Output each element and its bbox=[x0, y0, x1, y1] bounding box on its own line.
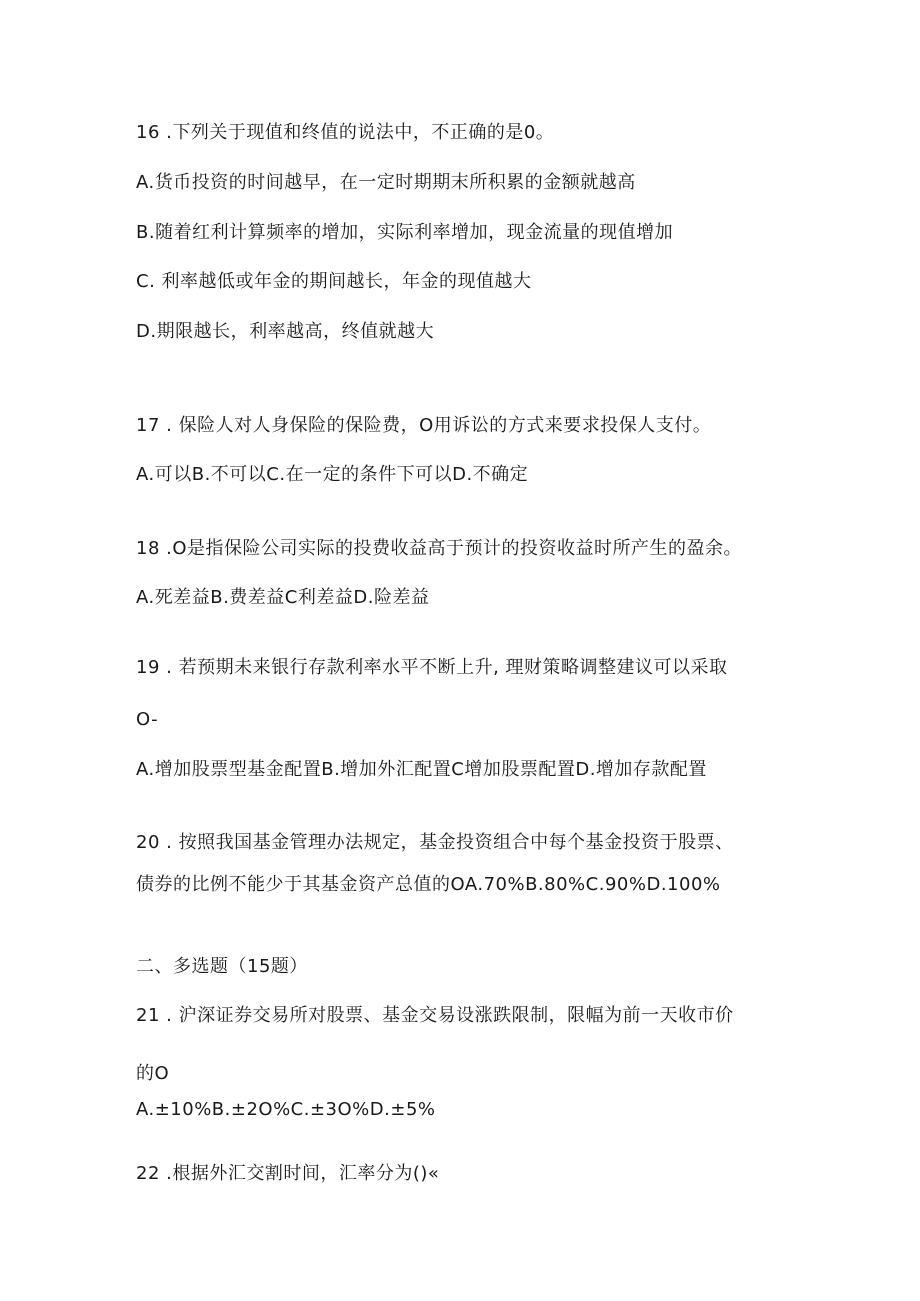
question-20-stem: 20 . 按照我国基金管理办法规定，基金投资组合中每个基金投资于股票、 bbox=[136, 832, 734, 853]
section-heading: 二、多选题（15题） bbox=[136, 956, 308, 977]
question-16-option-d: D.期限越长，利率越高，终值就越大 bbox=[136, 321, 435, 342]
question-19-stem: 19 . 若预期未来银行存款利率水平不断上升, 理财策略调整建议可以采取 bbox=[136, 657, 728, 678]
question-22-stem: 22 .根据外汇交割时间，汇率分为()« bbox=[136, 1163, 440, 1184]
question-21-options: A.±10%B.±2O%C.±3O%D.±5% bbox=[136, 1099, 436, 1120]
question-16-stem: 16 .下列关于现值和终值的说法中，不正确的是0。 bbox=[136, 122, 555, 143]
question-16-option-b: B.随着红利计算频率的增加，实际利率增加，现金流量的现值增加 bbox=[136, 222, 674, 243]
question-16-option-a: A.货币投资的时间越早，在一定时期期末所积累的金额就越高 bbox=[136, 172, 636, 193]
question-21-stem-continued: 的O bbox=[136, 1063, 170, 1084]
question-16-option-c: C. 利率越低或年金的期间越长，年金的现值越大 bbox=[136, 271, 532, 292]
question-17-options: A.可以B.不可以C.在一定的条件下可以D.不确定 bbox=[136, 464, 529, 485]
question-18-options: A.死差益B.费差益C利差益D.险差益 bbox=[136, 587, 430, 608]
question-21-stem: 21 . 沪深证券交易所对股票、基金交易设涨跌限制，限幅为前一天收市价 bbox=[136, 1005, 734, 1026]
question-19-stem-continued: O- bbox=[136, 709, 159, 730]
question-17-stem: 17 . 保险人对人身保险的保险费，O用诉讼的方式来要求投保人支付。 bbox=[136, 415, 712, 436]
question-18-stem: 18 .O是指保险公司实际的投费收益高于预计的投资收益时所产生的盈余。 bbox=[136, 538, 743, 559]
question-20-stem-continued: 债券的比例不能少于其基金资产总值的OA.70%B.80%C.90%D.100% bbox=[136, 874, 721, 895]
question-19-options: A.增加股票型基金配置B.增加外汇配置C增加股票配置D.增加存款配置 bbox=[136, 759, 707, 780]
